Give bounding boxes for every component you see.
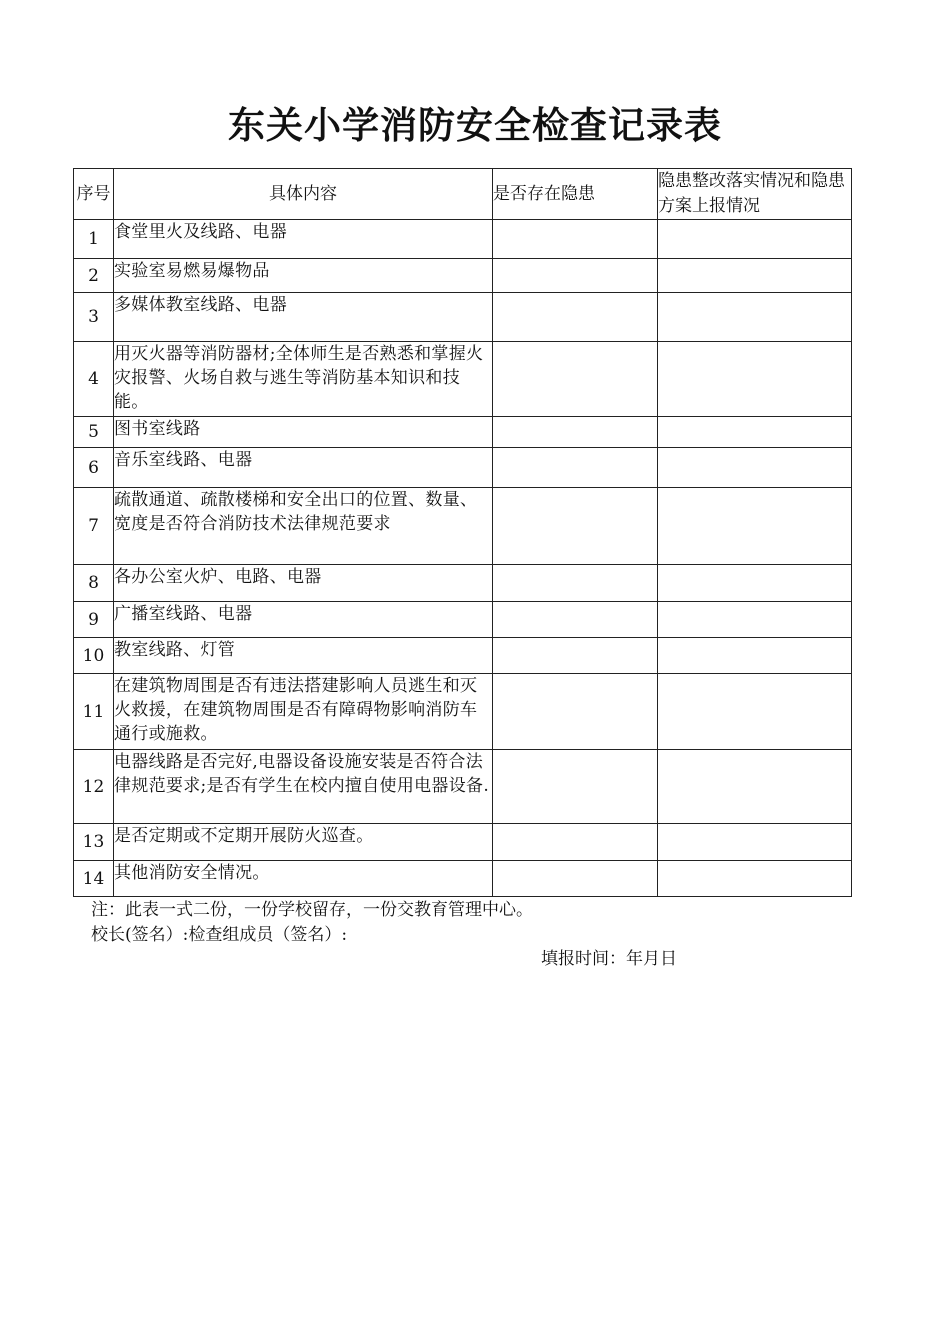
hazard-cell[interactable] [493,220,658,259]
row-number: 4 [74,342,114,417]
page-title: 东关小学消防安全检查记录表 [228,103,722,147]
hazard-cell[interactable] [493,638,658,674]
hazard-cell[interactable] [493,602,658,638]
row-content: 多媒体教室线路、电器 [114,293,493,342]
table-row [74,602,852,638]
row-number: 12 [74,750,114,824]
table-row [74,293,852,342]
table-row [74,448,852,488]
row-content: 在建筑物周围是否有违法搭建影响人员逃生和灭火救援，在建筑物周围是否有障碍物影响消防车通行或施救。 [114,674,493,750]
row-number: 10 [74,638,114,674]
table-row [74,220,852,259]
fill-date: 填报时间：年月日 [541,949,677,969]
rectification-cell[interactable] [658,750,852,824]
header-hazard: 是否存在隐患 [493,169,658,220]
rectification-cell[interactable] [658,448,852,488]
rectification-cell[interactable] [658,674,852,750]
rectification-cell[interactable] [658,220,852,259]
table-row [74,259,852,293]
hazard-cell[interactable] [493,824,658,861]
footer-note: 注：此表一式二份，一份学校留存，一份交教育管理中心。 [91,900,533,920]
row-content: 图书室线路 [114,417,493,448]
row-content: 音乐室线路、电器 [114,448,493,488]
header-rectification: 隐患整改落实情况和隐患方案上报情况 [658,169,852,220]
row-number: 7 [74,488,114,565]
row-number: 1 [74,220,114,259]
rectification-cell[interactable] [658,417,852,448]
row-number: 8 [74,565,114,602]
row-content: 食堂里火及线路、电器 [114,220,493,259]
hazard-cell[interactable] [493,342,658,417]
rectification-cell[interactable] [658,259,852,293]
hazard-cell[interactable] [493,448,658,488]
row-number: 9 [74,602,114,638]
table-row [74,824,852,861]
row-number: 14 [74,861,114,897]
row-content: 电器线路是否完好,电器设备设施安装是否符合法律规范要求;是否有学生在校内擅自使用电器设备. [114,750,493,824]
table-header-row [74,169,852,220]
hazard-cell[interactable] [493,259,658,293]
row-number: 3 [74,293,114,342]
row-number: 11 [74,674,114,750]
rectification-cell[interactable] [658,861,852,897]
row-content: 实验室易燃易爆物品 [114,259,493,293]
row-content: 用灭火器等消防器材;全体师生是否熟悉和掌握火灾报警、火场自救与逃生等消防基本知识和技能。 [114,342,493,417]
row-content: 广播室线路、电器 [114,602,493,638]
hazard-cell[interactable] [493,674,658,750]
table-row [74,638,852,674]
table-row [74,861,852,897]
row-number: 5 [74,417,114,448]
row-content: 疏散通道、疏散楼梯和安全出口的位置、数量、宽度是否符合消防技术法律规范要求 [114,488,493,565]
hazard-cell[interactable] [493,565,658,602]
row-content: 其他消防安全情况。 [114,861,493,897]
table-row [74,417,852,448]
hazard-cell[interactable] [493,861,658,897]
signature-line: 校长(签名）:检查组成员（签名）: [91,925,348,945]
row-content: 各办公室火炉、电路、电器 [114,565,493,602]
row-number: 2 [74,259,114,293]
table-row [74,750,852,824]
hazard-cell[interactable] [493,488,658,565]
hazard-cell[interactable] [493,293,658,342]
rectification-cell[interactable] [658,342,852,417]
rectification-cell[interactable] [658,824,852,861]
hazard-cell[interactable] [493,417,658,448]
row-number: 6 [74,448,114,488]
header-seq: 序号 [74,169,114,220]
rectification-cell[interactable] [658,293,852,342]
hazard-cell[interactable] [493,750,658,824]
rectification-cell[interactable] [658,602,852,638]
inspection-table [73,168,852,897]
row-number: 13 [74,824,114,861]
rectification-cell[interactable] [658,638,852,674]
table-row [74,488,852,565]
rectification-cell[interactable] [658,565,852,602]
table-row [74,674,852,750]
header-content: 具体内容 [114,169,493,220]
table-row [74,565,852,602]
row-content: 是否定期或不定期开展防火巡查。 [114,824,493,861]
rectification-cell[interactable] [658,488,852,565]
row-content: 教室线路、灯管 [114,638,493,674]
table-row [74,342,852,417]
